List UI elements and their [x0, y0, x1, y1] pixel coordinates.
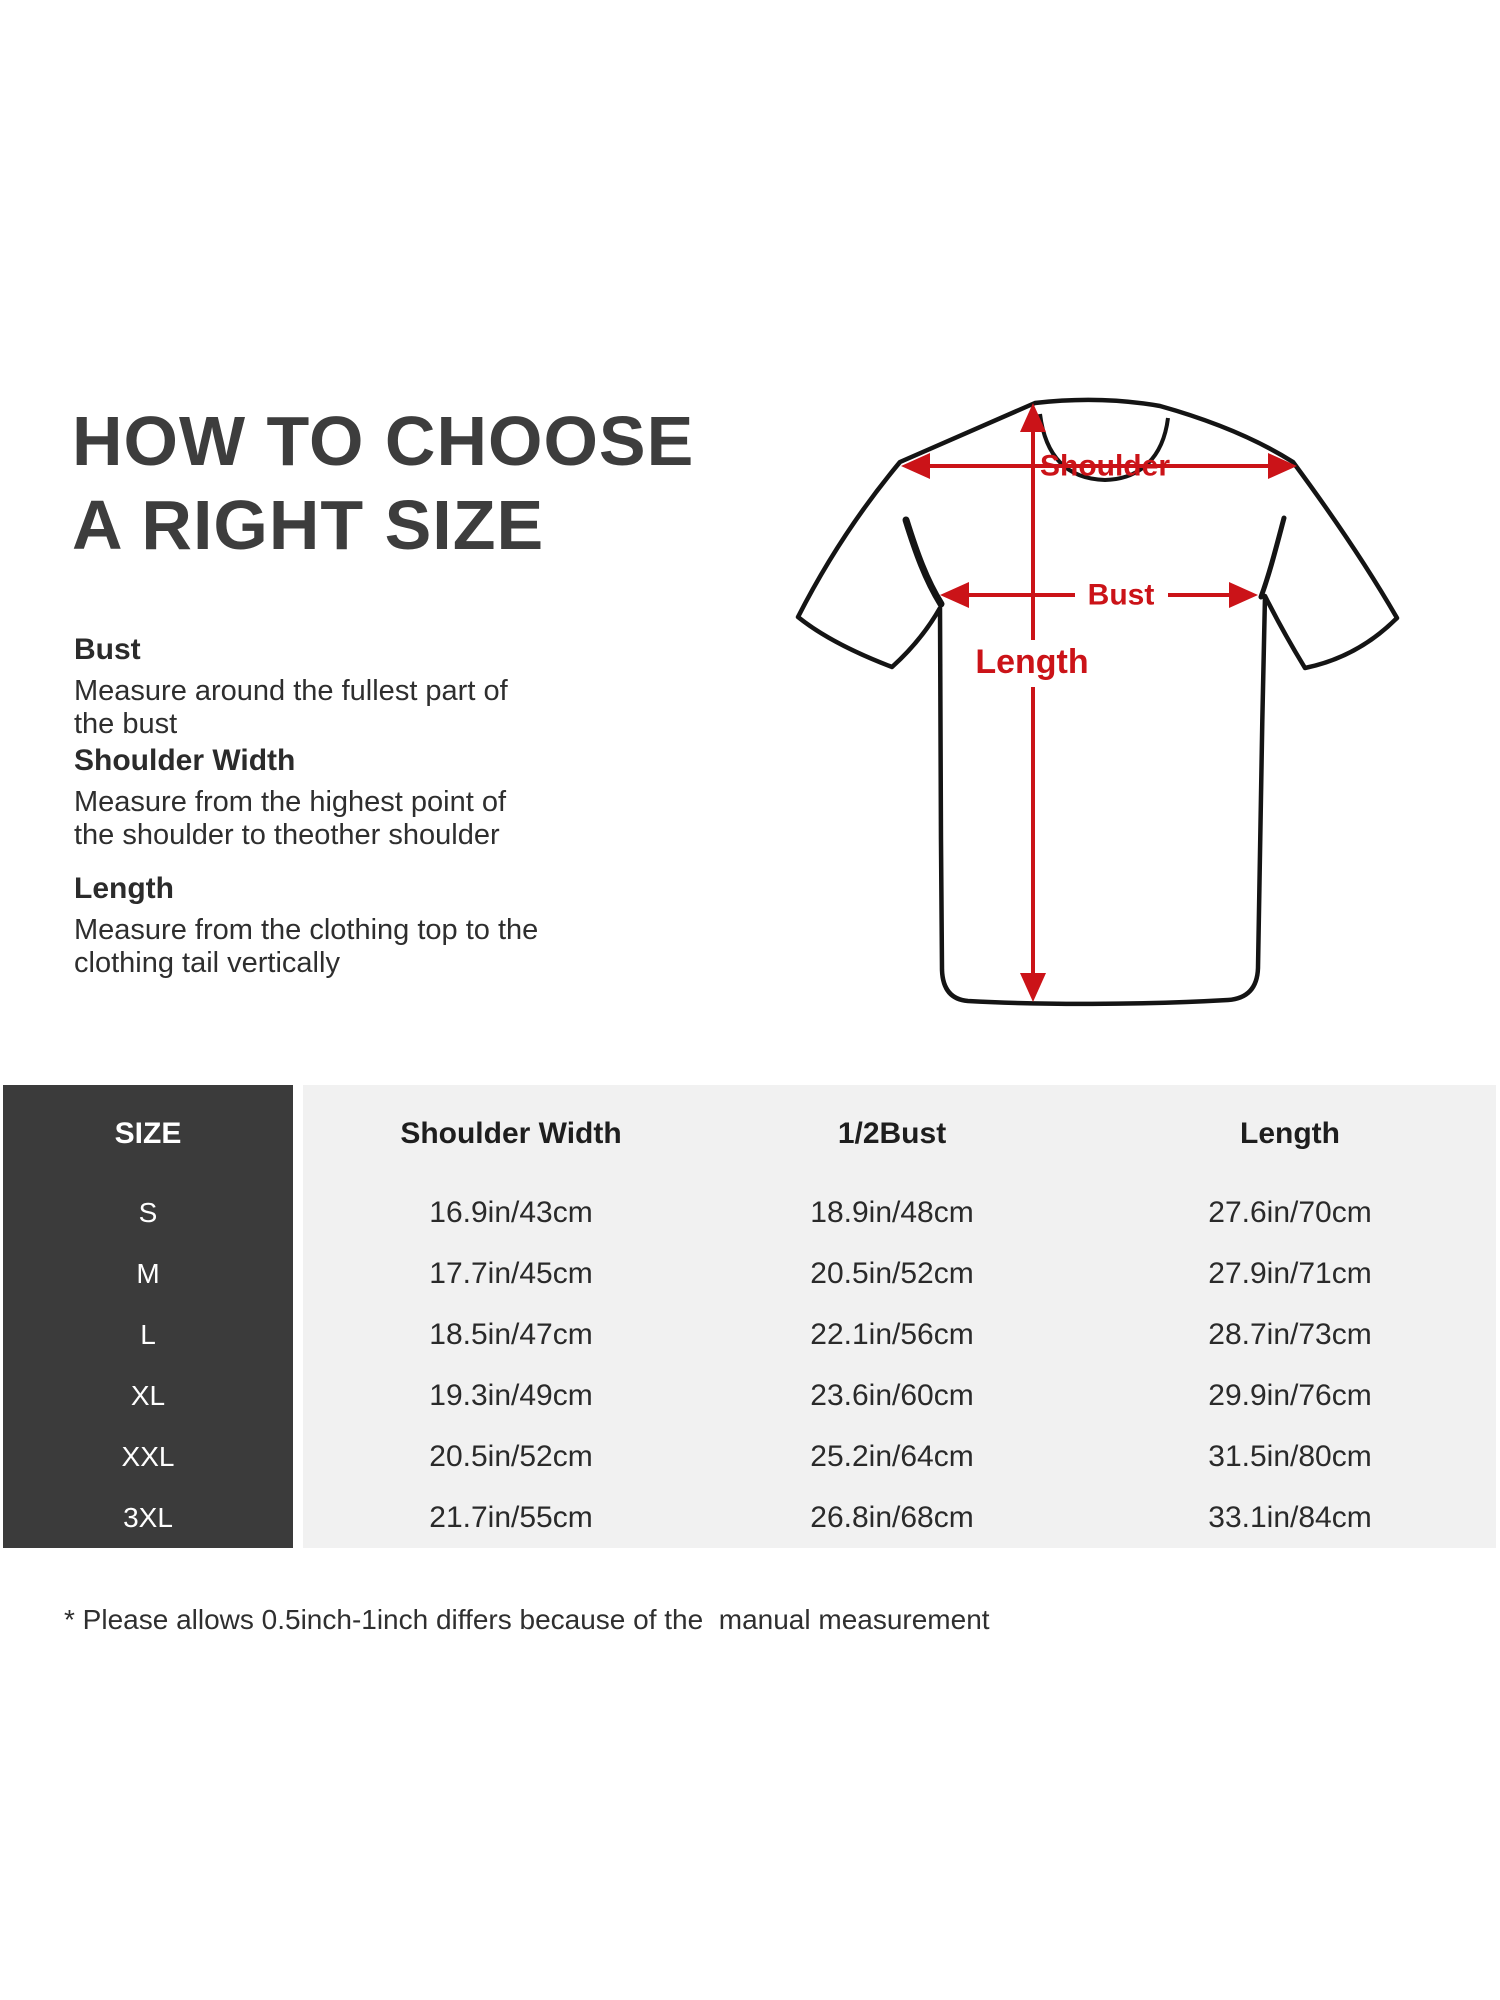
length-value: 31.5in/80cm: [1208, 1439, 1372, 1473]
table-header-row: [3, 1085, 1496, 1182]
size-label: 3XL: [123, 1501, 173, 1533]
length-value: 27.9in/71cm: [1208, 1256, 1372, 1290]
header-shoulder-width: Shoulder Width: [400, 1116, 622, 1150]
bust-arrow-label: Bust: [1087, 578, 1155, 612]
half-bust-value: 25.2in/64cm: [810, 1439, 974, 1473]
guide-title-bust: Bust: [74, 633, 141, 666]
table-row-s: [3, 1182, 1496, 1243]
table-row-xxl: [3, 1426, 1496, 1487]
page-title-line2: A RIGHT SIZE: [72, 486, 545, 564]
guide-title-length: Length: [74, 872, 174, 905]
shoulder-width-value: 20.5in/52cm: [429, 1439, 593, 1473]
shoulder-width-value: 16.9in/43cm: [429, 1195, 593, 1229]
size-label: S: [138, 1196, 158, 1228]
table-row-l: [3, 1304, 1496, 1365]
header-half-bust: 1/2Bust: [837, 1116, 947, 1150]
length-arrow-label: Length: [975, 643, 1089, 681]
guide-text-length: Measure from the clothing top to the clothing tail vertically: [74, 914, 539, 979]
guide-text-shoulder-width: Measure from the highest point of the shoulder to theother shoulder: [74, 786, 507, 851]
shoulder-width-value: 17.7in/45cm: [429, 1256, 593, 1290]
header-size: SIZE: [114, 1116, 182, 1150]
half-bust-value: 18.9in/48cm: [810, 1195, 974, 1229]
half-bust-value: 22.1in/56cm: [810, 1317, 974, 1351]
table-row-xl: [3, 1365, 1496, 1426]
size-label: M: [136, 1257, 160, 1289]
tshirt-diagram-svg: [600, 290, 1440, 1030]
tshirt-measurement-diagram: [600, 290, 1440, 1030]
shoulder-width-value: 18.5in/47cm: [429, 1317, 593, 1351]
header-length: Length: [1240, 1116, 1340, 1150]
size-table: [3, 1085, 1496, 1548]
guide-title-shoulder-width: Shoulder Width: [74, 744, 296, 777]
shoulder-arrow-label: Shoulder: [1039, 449, 1171, 483]
page-title-line1: HOW TO CHOOSE: [72, 402, 695, 480]
table-row-3xl: [3, 1487, 1496, 1548]
size-label: L: [140, 1318, 156, 1350]
tshirt-outline: [798, 400, 1397, 1004]
shoulder-width-value: 21.7in/55cm: [429, 1500, 593, 1534]
guide-section-bust: [74, 631, 574, 741]
measurement-disclaimer: * Please allows 0.5inch-1inch differs because of the manual measurement: [64, 1604, 990, 1635]
half-bust-value: 26.8in/68cm: [810, 1500, 974, 1534]
size-label: XXL: [121, 1440, 175, 1472]
table-row-m: [3, 1243, 1496, 1304]
length-value: 27.6in/70cm: [1208, 1195, 1372, 1229]
guide-section-shoulder-width: [74, 742, 574, 852]
guide-text-bust: Measure around the fullest part of the bust: [74, 675, 508, 740]
length-value: 29.9in/76cm: [1208, 1378, 1372, 1412]
length-value: 28.7in/73cm: [1208, 1317, 1372, 1351]
size-label: XL: [130, 1379, 166, 1411]
half-bust-value: 20.5in/52cm: [810, 1256, 974, 1290]
half-bust-value: 23.6in/60cm: [810, 1378, 974, 1412]
length-value: 33.1in/84cm: [1208, 1500, 1372, 1534]
guide-section-length: [74, 870, 574, 980]
shoulder-width-value: 19.3in/49cm: [429, 1378, 593, 1412]
